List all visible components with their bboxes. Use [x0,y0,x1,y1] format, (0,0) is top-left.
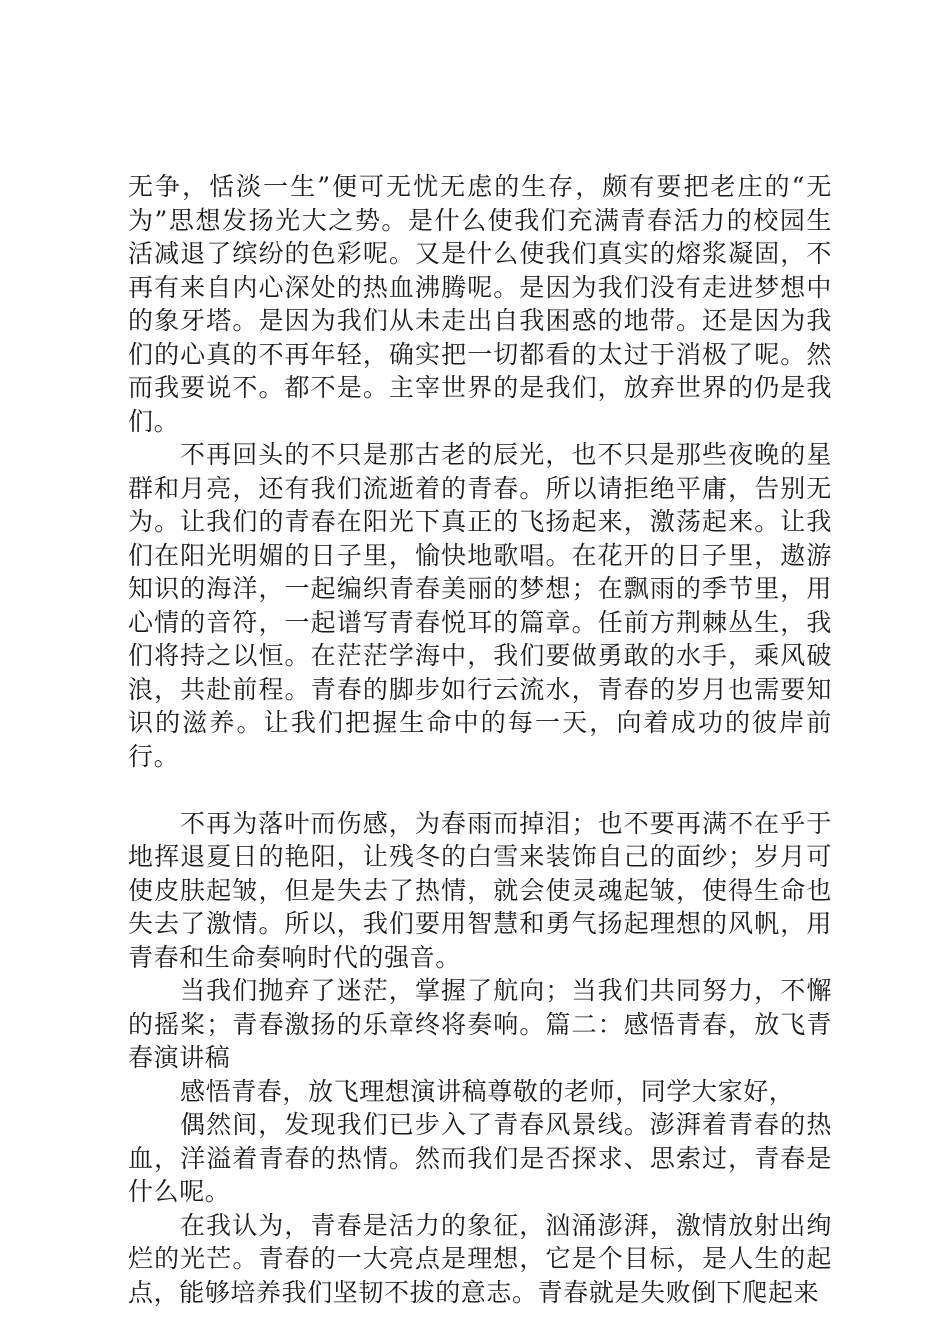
paragraph-2: 不再回头的不只是那古老的辰光，也不只是那些夜晚的星群和月亮，还有我们流逝着的青春。所以请拒绝平庸，告别无为。让我们的青春在阳光下真正的飞扬起来，激荡起来。让我们在阳光明媚的日子里，愉快地歌唱。在花开的日子里，遨游知识的海洋，一起编织青春美丽的梦想；在飘雨的季节里，用心情的音符，一起谱写青春悦耳的篇章。任前方荆棘丛生，我们将持之以恒。在茫茫学海中，我们要做勇敢的水手，乘风破浪，共赴前程。青春的脚步如行云流水，青春的岁月也需要知识的滋养。让我们把握生命中的每一天，向着成功的彼岸前行。 [128,440,832,771]
paragraph-3: 不再为落叶而伤感，为春雨而掉泪；也不要再满不在乎于地挥退夏日的艳阳，让残冬的白雪来装饰自己的面纱；岁月可使皮肤起皱，但是失去了热情，就会使灵魂起皱，使得生命也失去了激情。所以，我们要用智慧和勇气扬起理想的风帆，用青春和生命奏响时代的强音。 [128,808,832,972]
paragraph-4: 当我们抛弃了迷茫，掌握了航向；当我们共同努力，不懈的摇桨；青春激扬的乐章终将奏响。篇二：感悟青春，放飞青春演讲稿 [128,976,832,1072]
document-body [128,170,832,1309]
paragraph-1: 无争，恬淡一生”便可无忧无虑的生存，颇有要把老庄的“无为”思想发扬光大之势。是什么使我们充满青春活力的校园生活减退了缤纷的色彩呢。又是什么使我们真实的熔浆凝固，不再有来自内心深处的热血沸腾呢。是因为我们没有走进梦想中的象牙塔。是因为我们从未走出自我困惑的地带。还是因为我们的心真的不再年轻，确实把一切都看的太过于消极了呢。然而我要说不。都不是。主宰世界的是我们，放弃世界的仍是我们。 [128,172,832,436]
paragraph-5: 感悟青春，放飞理想演讲稿尊敬的老师，同学大家好， [180,1076,795,1106]
paragraph-6: 偶然间，发现我们已步入了青春风景线。澎湃着青春的热血，洋溢着青春的热情。然而我们是否探求、思索过，青春是什么呢。 [128,1110,832,1206]
paragraph-7: 在我认为，青春是活力的象征，汹涌澎湃，激情放射出绚烂的光芒。青春的一大亮点是理想，它是个目标，是人生的起点，能够培养我们坚韧不拔的意志。青春就是失败倒下爬起来 [128,1210,832,1307]
paragraph-spacer [128,773,832,807]
